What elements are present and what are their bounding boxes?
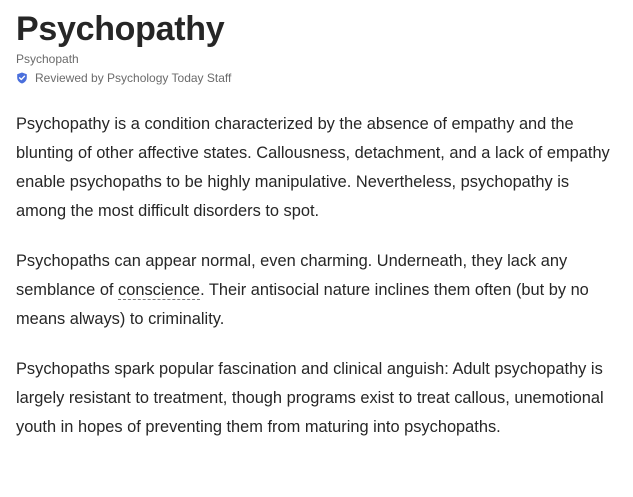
paragraph-3: Psychopaths spark popular fascination and clinical anguish: Adult psychopathy is largely resistant to treatment, though programs exist to treat callous, unemotional youth in hopes of preventing them from maturing into psychopaths. <box>16 360 604 436</box>
reviewed-by-text: Reviewed by Psychology Today Staff <box>35 71 232 85</box>
paragraph-2-text-after: . Their antisocial nature inclines them often (but by no means always) to criminality. <box>16 281 589 328</box>
article <box>16 8 620 463</box>
paragraph-2-text-before: Psychopaths can appear normal, even charming. Underneath, they lack any semblance of <box>16 252 568 299</box>
shield-check-icon <box>16 72 28 84</box>
article-body <box>16 110 620 442</box>
glossary-term-conscience[interactable]: conscience <box>118 281 201 299</box>
paragraph-1: Psychopathy is a condition characterized by the absence of empathy and the blunting of other affective states. Callousness, detachment, and a lack of empathy enable psychopaths to be highly manipulative. Nevertheless, psychopathy is among the most difficult disorders to spot. <box>16 115 610 220</box>
reviewed-by-line <box>16 71 620 85</box>
subtitle: Psychopath <box>16 52 79 66</box>
paragraph-2 <box>16 247 620 334</box>
page-title: Psychopathy <box>16 10 225 48</box>
